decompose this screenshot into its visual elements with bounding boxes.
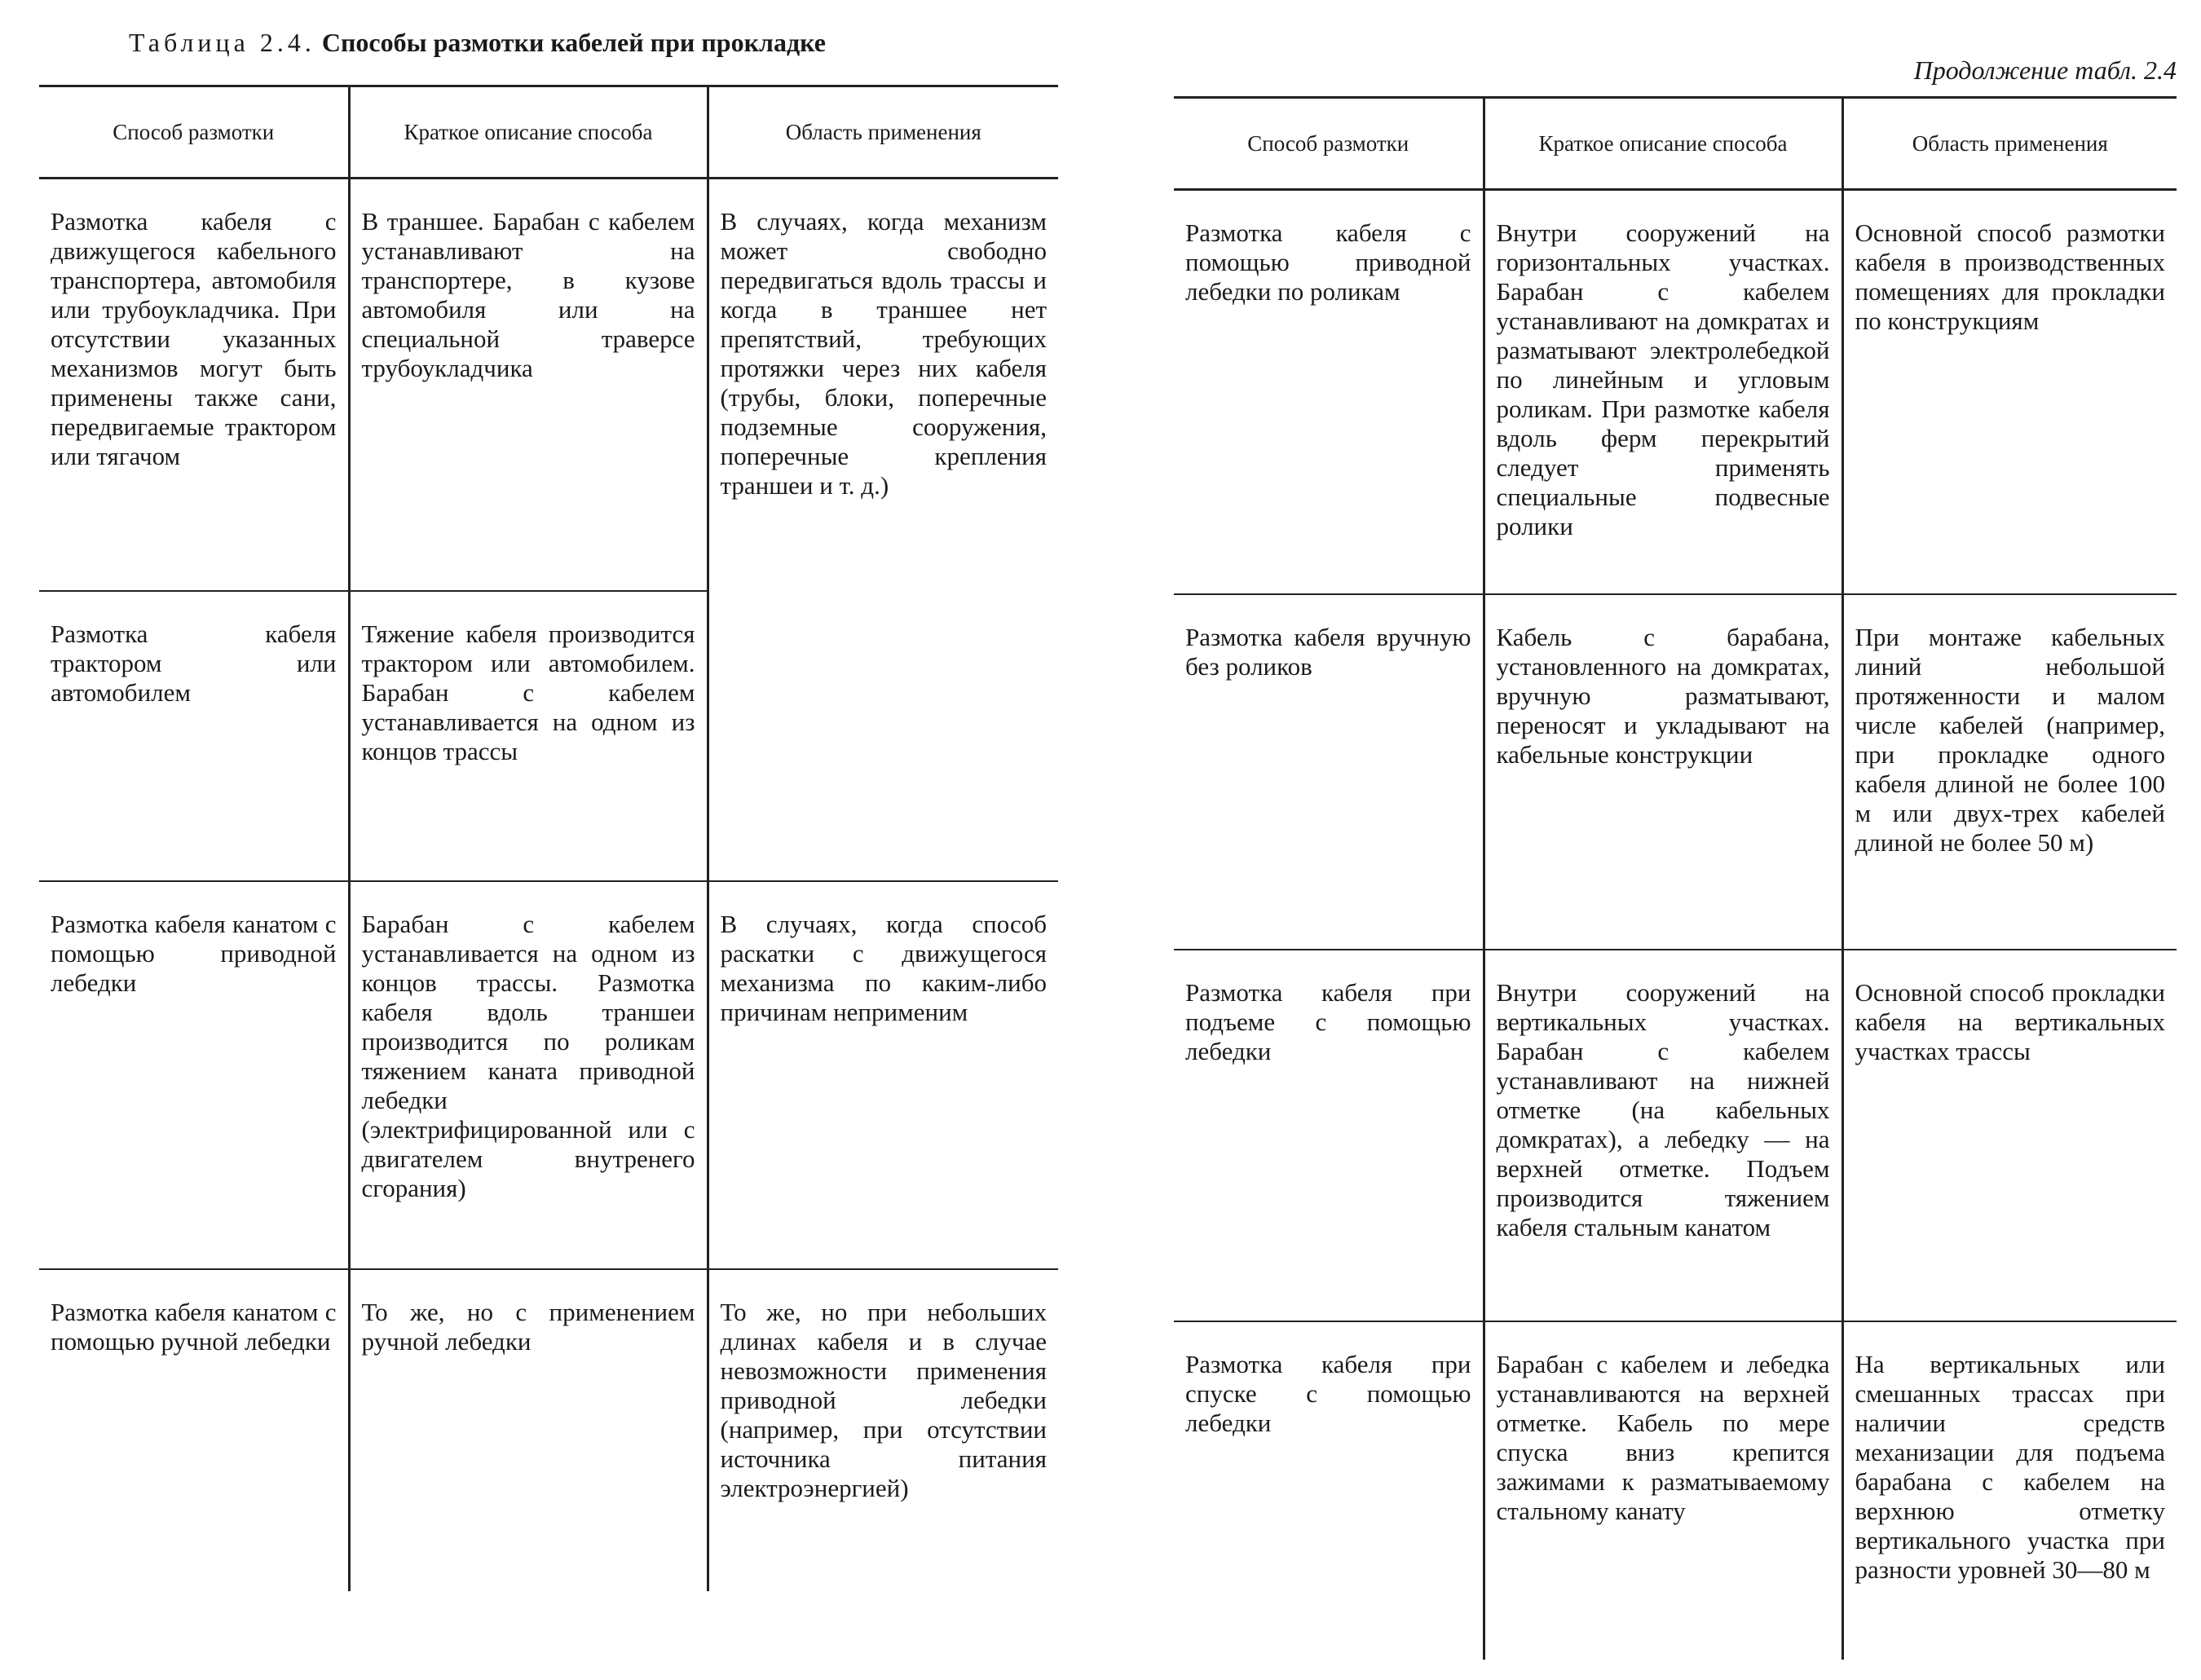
header-method: Способ размотки xyxy=(1174,98,1484,190)
header-method: Способ размотки xyxy=(39,86,349,179)
cell-method: Размотка кабеля канатом с помощью приводной лебедки xyxy=(39,881,349,1269)
cell-description: То же, но с применением ручной лебедки xyxy=(349,1269,708,1591)
header-description: Краткое описание способа xyxy=(1484,98,1842,190)
table-row xyxy=(1174,190,2177,595)
cell-method: Размотка кабеля трактором или автомобилем xyxy=(39,591,349,881)
cell-method: Размотка кабеля с движущегося кабельного транспортера, автомобиля или трубоукладчика. При отсутствии указанных механизмов могут быть применены также сани, передвигаемые трактором или тягачом xyxy=(39,179,349,592)
cell-description: Внутри сооружений на вертикальных участках. Барабан с кабелем устанавливают на нижней отметке (на кабельных домкратах), а лебедку — на верхней отметке. Подъем производится тяжением кабеля стальным канатом xyxy=(1484,950,1842,1321)
cell-description: Барабан с кабелем и лебедка устанавливаются на верхней отметке. Кабель по мере спуска вниз крепится зажимами к разматываемому стальному канату xyxy=(1484,1321,1842,1660)
cell-application: При монтаже кабельных линий небольшой протяженности и малом числе кабелей (например, при прокладке одного кабеля длиной не более 100 м или двух-трех кабелей длиной не более 50 м) xyxy=(1842,594,2177,950)
table-caption xyxy=(129,28,826,58)
table-row xyxy=(1174,1321,2177,1660)
cell-method: Размотка кабеля канатом с помощью ручной лебедки xyxy=(51,1298,337,1356)
header-application: Область применения xyxy=(708,86,1058,179)
cell-description: Тяжение кабеля производится трактором или автомобилем. Барабан с кабелем устанавливается на одном из концов трассы xyxy=(349,591,708,881)
table-header-row xyxy=(1174,98,2177,190)
cell-method: Размотка кабеля при спуске с помощью лебедки xyxy=(1185,1350,1471,1437)
cell-description: Кабель с барабана, установленного на домкратах, вручную разматывают, переносят и укладывают на кабельные конструкции xyxy=(1484,594,1842,950)
table-number: Таблица 2.4. xyxy=(129,28,315,57)
header-application: Область применения xyxy=(1842,98,2177,190)
cell-application: Основной способ прокладки кабеля на вертикальных участках трассы xyxy=(1842,950,2177,1321)
cell-application: Основной способ размотки кабеля в производственных помещениях для прокладки по конструкциям xyxy=(1842,190,2177,595)
cell-application: То же, но при небольших длинах кабеля и в случае невозможности применения приводной лебедки (например, при отсутствии источника питания электроэнергией) xyxy=(708,1269,1058,1591)
cell-description: Внутри сооружений на горизонтальных участках. Барабан с кабелем устанавливают на домкратах и разматывают электролебедкой по линейным и угловым роликам. При размотке кабеля вдоль ферм перекрытий следует применять специальные подвесные ролики xyxy=(1484,190,1842,595)
table-title: Способы размотки кабелей при прокладке xyxy=(321,28,826,57)
table-row xyxy=(39,1269,1058,1591)
cell-description: В траншее. Барабан с кабелем устанавливают на транспортере, в кузове автомобиля или на специальной траверсе трубоукладчика xyxy=(349,179,708,592)
cell-description: Барабан с кабелем устанавливается на одном из концов трассы. Размотка кабеля вдоль траншеи производится по роликам тяжением каната приводной лебедки (электрифицированной или с двигателем внутренего сгорания) xyxy=(349,881,708,1269)
cable-unwinding-table-continued xyxy=(1174,96,2177,1660)
header-description: Краткое описание способа xyxy=(349,86,708,179)
cell-method: Размотка кабеля вручную без роликов xyxy=(1174,594,1484,950)
table-header-row xyxy=(39,86,1058,179)
table-row xyxy=(1174,594,2177,950)
table-row xyxy=(39,179,1058,592)
cell-application: В случаях, когда способ раскатки с движущегося механизма по каким-либо причинам неприменим xyxy=(708,881,1058,1269)
table-row xyxy=(39,881,1058,1269)
cable-unwinding-table xyxy=(39,85,1058,1591)
cell-application: В случаях, когда механизм может свободно передвигаться вдоль трассы и когда в траншее нет препятствий, требующих протяжки через них кабеля (трубы, блоки, поперечные подземные сооружения, поперечные крепления траншеи и т. д.) xyxy=(708,179,1058,882)
cell-application: На вертикальных или смешанных трассах при наличии средств механизации для подъема барабана с кабелем на верхнюю отметку вертикального участка при разности уровней 30—80 м xyxy=(1842,1321,2177,1660)
table-row xyxy=(1174,950,2177,1321)
cell-method: Размотка кабеля с помощью приводной лебедки по роликам xyxy=(1174,190,1484,595)
continuation-label: Продолжение табл. 2.4 xyxy=(1913,55,2177,85)
cell-method: Размотка кабеля при подъеме с помощью лебедки xyxy=(1174,950,1484,1321)
